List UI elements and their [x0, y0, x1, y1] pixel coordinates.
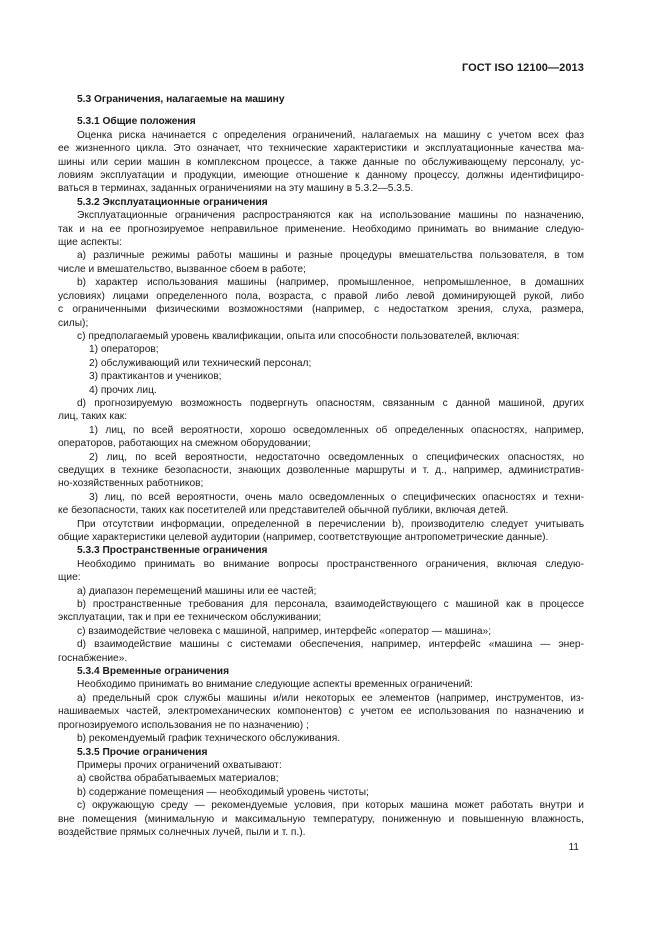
paragraph-line: щие: — [58, 572, 81, 584]
list-item-c: c) взаимодействие человека с машиной, например, интерфейс «оператор — машина»; — [77, 625, 492, 637]
list-item-b: b) пространственные требования для персонала, взаимодействующего с машиной как в процессе — [77, 599, 584, 611]
paragraph-line: ваться в терминах, заданных ограничениями на эту машину в 5.3.2—5.3.5. — [58, 183, 414, 195]
section-heading: 5.3 Ограничения, налагаемые на машину — [77, 94, 285, 105]
paragraph-line: шины или серии машин в комплексном процессе, а также данные по обслуживающему персоналу, ус- — [58, 156, 584, 168]
paragraph-line: нашиваемых частей, электромеханических компонентов) с учетом ее использования по назначению и — [58, 706, 584, 718]
paragraph-line: воздействие прямых солнечных лучей, пыли и т. п.). — [58, 826, 306, 838]
sublist-item: 4) прочих лиц. — [89, 384, 157, 396]
list-item-a: a) диапазон перемещений машины или ее частей; — [77, 585, 317, 597]
paragraph-line: ее жизненного цикла. Это означает, что технические характеристики и эксплуатационные качества ма- — [58, 143, 584, 155]
sublist-item: 1) операторов; — [89, 344, 159, 356]
paragraph-line: госнабжение». — [58, 652, 128, 664]
list-item-c: c) окружающую среду — рекомендуемые условия, при которых машина может работать внутри и — [77, 800, 584, 812]
list-item-b: b) рекомендуемый график технического обслуживания. — [77, 733, 341, 745]
list-item-a: a) свойства обрабатываемых материалов; — [77, 773, 279, 785]
paragraph-line: щие аспекты: — [58, 237, 122, 249]
document-body — [58, 93, 584, 839]
paragraph-line: При отсутствии информации, определенной в перечислении b), производителю следует учитывать — [77, 518, 584, 530]
paragraph-line: эксплуатации, так и при ее техническом обслуживании; — [58, 612, 322, 624]
sublist-item: 2) лиц, по всей вероятности, недостаточно осведомленных о специфических опасностях, но — [89, 451, 584, 463]
sublist-item: 1) лиц, по всей вероятности, хорошо осведомленных об определенных опасностях, например, — [89, 424, 584, 436]
paragraph-line: Оценка риска начинается с определения ограничений, налагаемых на машину с учетом всех фаз — [77, 129, 584, 141]
paragraph-line: прогнозируемого использования не по назначению) ; — [58, 719, 309, 731]
sublist-item: 2) обслуживающий или технический персонал; — [89, 357, 312, 369]
paragraph-line: но-хозяйственных работников; — [58, 478, 204, 490]
page-number: 11 — [568, 842, 579, 853]
list-item-b: b) характер использования машины (например, промышленное, непромышленное, в домашних — [77, 277, 584, 289]
list-item-b: b) содержание помещения — необходимый уровень чистоты; — [77, 786, 369, 798]
paragraph-line: Примеры прочих ограничений охватывают: — [77, 759, 282, 771]
paragraph-line: Необходимо принимать во внимание следующие аспекты временных ограничений: — [77, 679, 473, 691]
paragraph-line: Эксплуатационные ограничения распространяются как на использование машины по назначению, — [77, 210, 584, 222]
subsection-heading-5-3-3: 5.3.3 Пространственные ограничения — [77, 545, 268, 557]
paragraph-line: вне помещения (минимальную и максимальную температуру, пониженную и повышенную влажность, — [58, 813, 584, 825]
document-header-id: ГОСТ ISO 12100—2013 — [461, 62, 584, 74]
list-item-a: а) различные режимы работы машины и разные процедуры вмешательства пользователя, в том — [77, 250, 584, 262]
paragraph-line: так и на ее прогнозируемое неправильное применение. Необходимо принимать во внимание следую- — [58, 223, 584, 235]
paragraph-line: условиях) лицами определенного пола, возраста, с правой либо левой доминирующей рукой, либо — [58, 290, 584, 302]
paragraph-line: ловиям эксплуатации и продукции, имеющие отношение к данному процессу, должны идентифициро- — [58, 170, 584, 182]
list-item-c: c) предполагаемый уровень квалификации, опыта или способности пользователей, включая: — [77, 330, 520, 342]
paragraph-line: Необходимо принимать во внимание вопросы пространственного ограничения, включая следую- — [77, 558, 584, 570]
paragraph-line: сведущих в технике безопасности, знающих дозволенные маршруты и т. д., например, административ- — [58, 464, 584, 476]
list-item-d: d) прогнозируемую возможность подвергнуть опасностям, связанным с данной машиной, других — [77, 397, 584, 409]
sublist-item: 3) практикантов и учеников; — [89, 371, 222, 383]
paragraph-line: числе и вмешательство, вызванное сбоем в работе; — [58, 263, 306, 275]
paragraph-line: ке безопасности, таких как посетителей или представителей обычной публики, включая детей. — [58, 505, 509, 517]
subsection-heading-5-3-2: 5.3.2 Эксплуатационные ограничения — [77, 196, 268, 208]
paragraph-line: общие характеристики целевой аудитории (например, соответствующие антропометрические данные). — [58, 532, 549, 543]
subsection-heading-5-3-1: 5.3.1 Общие положения — [77, 116, 196, 128]
paragraph-line: операторов, работающих на смежном оборудовании; — [58, 438, 311, 450]
subsection-heading-5-3-4: 5.3.4 Временные ограничения — [77, 666, 230, 678]
list-item-a: a) предельный срок службы машины и/или некоторых ее элементов (например, инструментов, из- — [77, 692, 584, 704]
list-item-d: d) взаимодействие машины с системами обеспечения, например, интерфейс «машина — энер- — [77, 639, 584, 651]
paragraph-line: лиц, таких как: — [58, 411, 128, 423]
sublist-item: 3) лиц, по всей вероятности, очень мало осведомленных о специфических опасностях и техни- — [89, 491, 584, 503]
subsection-heading-5-3-5: 5.3.5 Прочие ограничения — [77, 746, 208, 758]
paragraph-line: силы); — [58, 317, 89, 329]
paragraph-line: с ограниченными физическими возможностями (например, с недостатком зрения, слуха, размера, — [58, 304, 584, 316]
